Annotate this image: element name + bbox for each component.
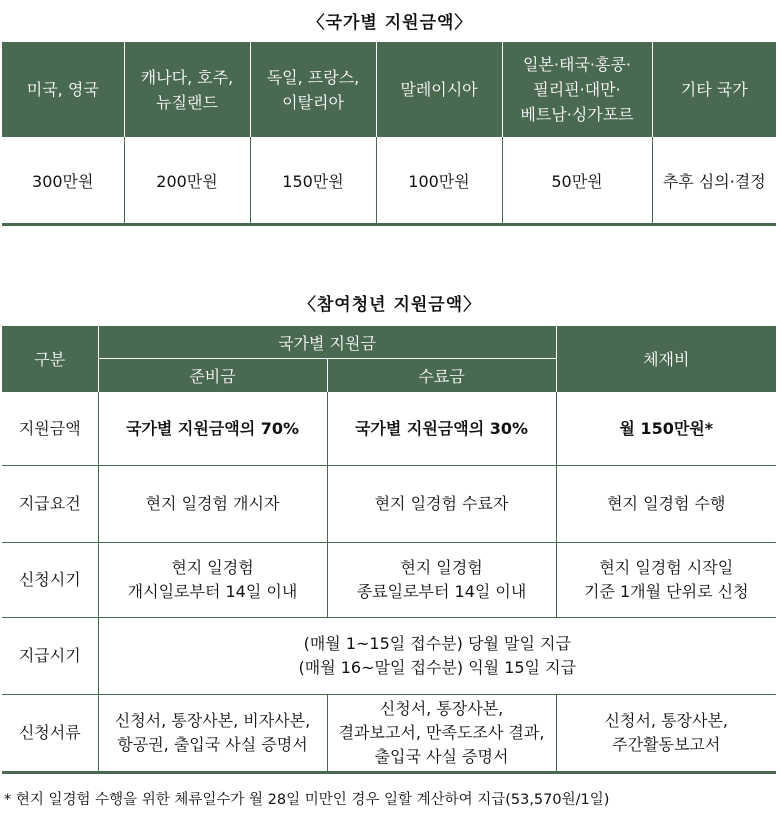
table1-value-row bbox=[2, 137, 776, 225]
cell-payment-period: (매월 1~15일 접수분) 당월 말일 지급 (매월 16~말일 접수분) 익월 15일 지급 bbox=[98, 618, 776, 695]
table-row bbox=[2, 618, 776, 695]
cell-requirement-completion: 현지 일경험 수료자 bbox=[327, 466, 556, 543]
value-canada-australia-nz: 200만원 bbox=[124, 137, 250, 225]
cell-amount-completion: 국가별 지원금액의 30% bbox=[327, 392, 556, 466]
cell-documents-living: 신청서, 통장사본, 주간활동보고서 bbox=[556, 695, 776, 773]
cell-apply-completion: 현지 일경험 종료일로부터 14일 이내 bbox=[327, 543, 556, 618]
table-row bbox=[2, 392, 776, 466]
header-canada-australia-nz: 캐나다, 호주, 뉴질랜드 bbox=[124, 42, 250, 137]
header-prep-money: 준비금 bbox=[98, 359, 327, 392]
table1-header-row bbox=[2, 42, 776, 137]
header-country-support: 국가별 지원금 bbox=[98, 326, 556, 359]
row-label-requirement: 지급요건 bbox=[2, 466, 98, 543]
row-label-apply-period: 신청시기 bbox=[2, 543, 98, 618]
table-row bbox=[2, 543, 776, 618]
cell-documents-prep: 신청서, 통장사본, 비자사본, 항공권, 출입국 사실 증명서 bbox=[98, 695, 327, 773]
value-other-countries: 추후 심의·결정 bbox=[662, 171, 766, 191]
header-asia-group: 일본·태국·홍콩· 필리핀·대만· 베트남·싱가포르 bbox=[502, 42, 652, 137]
cell-apply-prep: 현지 일경험 개시일로부터 14일 이내 bbox=[98, 543, 327, 618]
row-label-documents: 신청서류 bbox=[2, 695, 98, 773]
value-germany-france-italy: 150만원 bbox=[250, 137, 376, 225]
cell-documents-completion: 신청서, 통장사본, 결과보고서, 만족도조사 결과, 출입국 사실 증명서 bbox=[327, 695, 556, 773]
value-asia-group: 50만원 bbox=[502, 137, 652, 225]
header-germany-france-italy: 독일, 프랑스, 이탈리아 bbox=[250, 42, 376, 137]
cell-requirement-living: 현지 일경험 수행 bbox=[556, 466, 776, 543]
header-completion-money: 수료금 bbox=[327, 359, 556, 392]
header-other-countries: 기타 국가 bbox=[652, 42, 776, 137]
header-living-expense: 체재비 bbox=[556, 326, 776, 392]
row-label-payment-period: 지급시기 bbox=[2, 618, 98, 695]
table1-title: 〈국가별 지원금액〉 bbox=[307, 13, 473, 33]
value-malaysia: 100만원 bbox=[376, 137, 502, 225]
header-malaysia: 말레이시아 bbox=[376, 42, 502, 137]
footnote: * 현지 일경험 수행을 위한 체류일수가 월 28일 미만인 경우 일할 계산하여 지급(53,570원/1일) bbox=[4, 792, 610, 808]
participant-support-table bbox=[2, 326, 776, 774]
country-support-table bbox=[2, 42, 776, 226]
value-usa-uk: 300만원 bbox=[2, 137, 124, 225]
cell-apply-living: 현지 일경험 시작일 기준 1개월 단위로 신청 bbox=[556, 543, 776, 618]
header-usa-uk: 미국, 영국 bbox=[2, 42, 124, 137]
cell-amount-prep: 국가별 지원금액의 70% bbox=[98, 392, 327, 466]
table-row bbox=[2, 695, 776, 773]
row-label-amount: 지원금액 bbox=[2, 392, 98, 466]
table2-title: 〈참여청년 지원금액〉 bbox=[298, 295, 482, 315]
header-division: 구분 bbox=[2, 326, 98, 392]
table-row bbox=[2, 466, 776, 543]
cell-requirement-prep: 현지 일경험 개시자 bbox=[98, 466, 327, 543]
cell-amount-living: 월 150만원* bbox=[556, 392, 776, 466]
